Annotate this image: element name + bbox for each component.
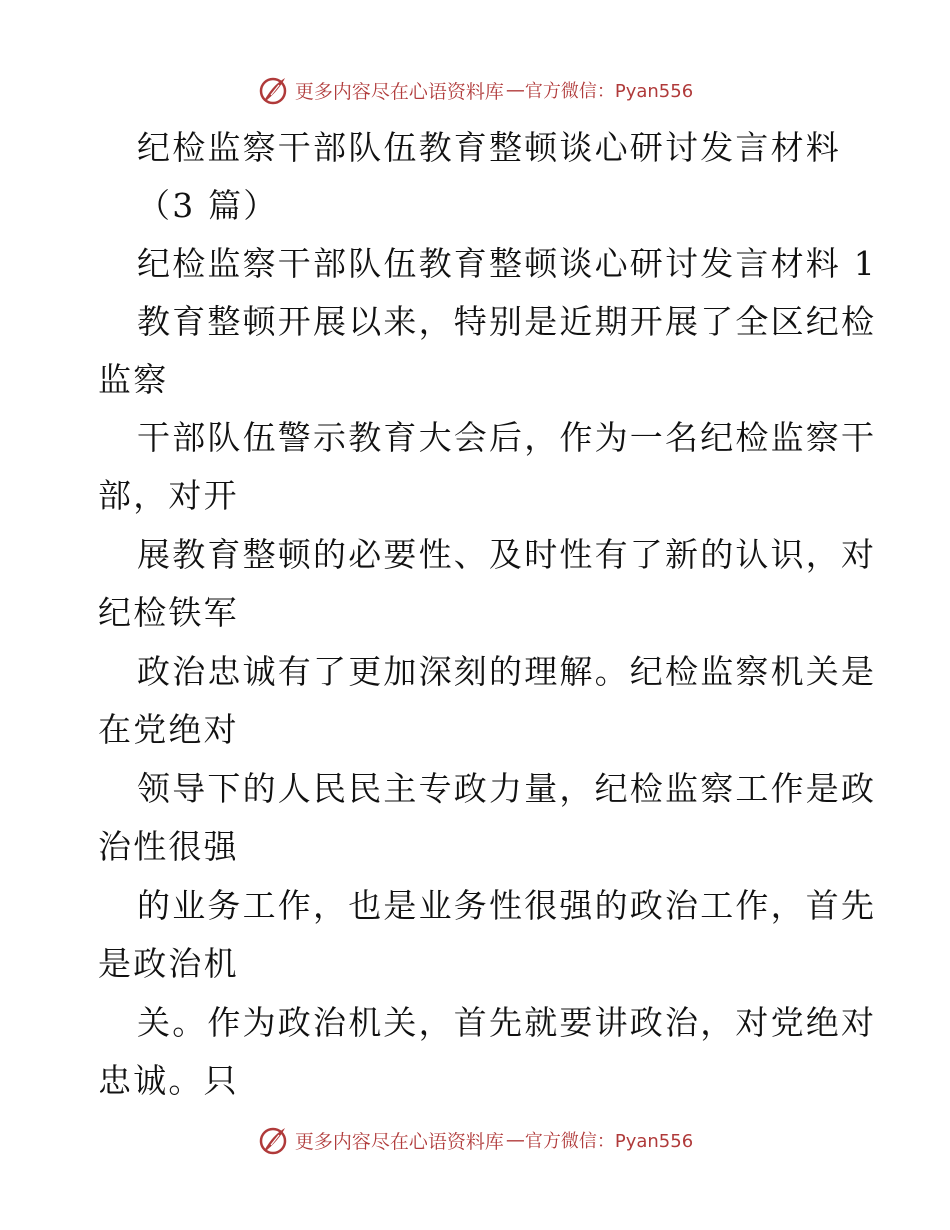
paragraph-line: 展教育整顿的必要性、及时性有了新的认识，对	[137, 535, 877, 574]
header-banner	[0, 70, 950, 110]
paragraph-line: 关。作为政治机关，首先就要讲政治，对党绝对	[137, 1003, 877, 1042]
feather-pen-in-circle-icon	[257, 1124, 289, 1156]
header-banner-separator: —	[505, 79, 523, 101]
paragraph-line: 忠诚。只	[98, 1061, 239, 1100]
document-title-line-2: （3 篇）	[137, 186, 279, 225]
footer-banner-text: 更多内容尽在心语资料库	[294, 1130, 504, 1153]
paragraph-line: 政治忠诚有了更加深刻的理解。纪检监察机关是	[137, 652, 877, 691]
paragraph-line: 是政治机	[98, 944, 239, 983]
document-title-line-1: 纪检监察干部队伍教育整顿谈心研讨发言材料	[137, 128, 841, 167]
header-banner-wechat: 官方微信：Pyan556	[524, 81, 694, 102]
paragraph-line: 教育整顿开展以来，特别是近期开展了全区纪检	[137, 302, 877, 341]
paragraph-line: 在党绝对	[98, 710, 239, 749]
paragraph-line: 干部队伍警示教育大会后，作为一名纪检监察干	[137, 418, 877, 457]
footer-banner-separator: —	[505, 1129, 523, 1151]
header-banner-text: 更多内容尽在心语资料库	[294, 80, 504, 103]
paragraph-line: 的业务工作，也是业务性很强的政治工作，首先	[137, 886, 877, 925]
feather-pen-in-circle-icon	[257, 74, 289, 106]
paragraph-line: 领导下的人民民主专政力量，纪检监察工作是政	[137, 769, 877, 808]
paragraph-line: 部，对开	[98, 476, 239, 515]
footer-banner-wechat: 官方微信：Pyan556	[524, 1131, 694, 1152]
paragraph-line: 监察	[98, 360, 169, 399]
paragraph-line: 纪检铁军	[98, 593, 239, 632]
footer-banner	[0, 1120, 950, 1160]
paragraph-line: 治性很强	[98, 827, 239, 866]
section-heading: 纪检监察干部队伍教育整顿谈心研讨发言材料 1	[137, 244, 877, 283]
